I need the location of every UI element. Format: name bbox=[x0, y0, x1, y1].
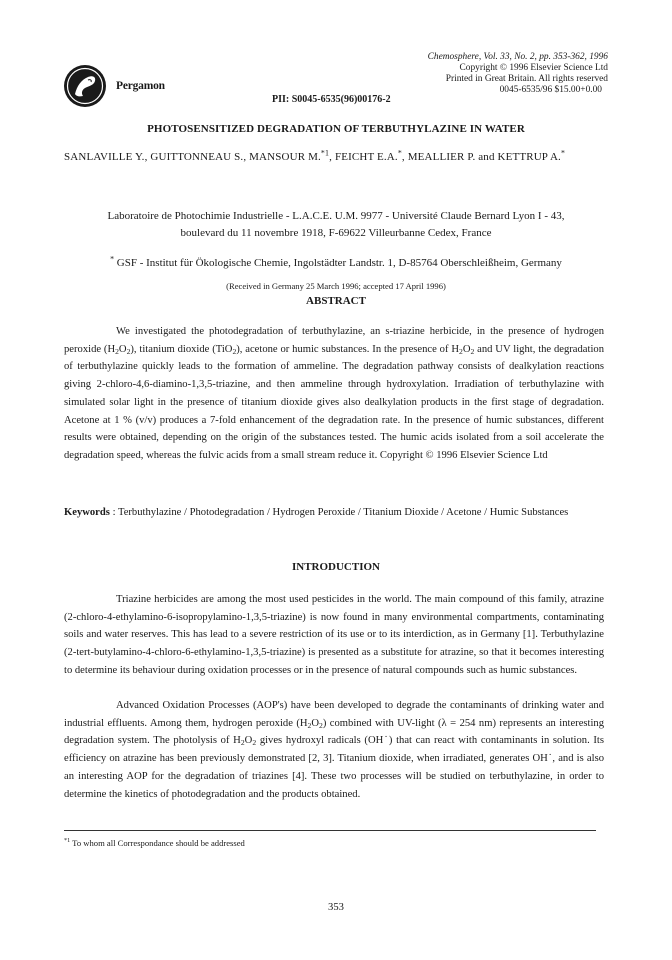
printed-line: Printed in Great Britain. All rights reserved bbox=[445, 74, 608, 84]
footnote-divider bbox=[64, 830, 596, 831]
author-list: SANLAVILLE Y., GUITTONNEAU S., MANSOUR M.$^{*1}$, FEICHT E.A.*, MEALLIER P. and KETTRUP A.* bbox=[64, 148, 566, 163]
issn-price: 0045-6535/96 $15.00+0.00 bbox=[499, 85, 602, 95]
copyright-line: Copyright © 1996 Elsevier Science Ltd bbox=[459, 63, 608, 73]
abstract-heading: ABSTRACT bbox=[306, 295, 366, 307]
pergamon-logo-icon bbox=[63, 64, 107, 108]
affiliation-line: Laboratoire de Photochimie Industrielle - L.A.C.E. U.M. 9977 - Université Claude Bernard Lyon I - 43, bbox=[107, 210, 565, 222]
intro-paragraph-2: Advanced Oxidation Processes (AOP's) have been developed to degrade the contaminants of drinking water and industrial effluents. Among them, hydrogen peroxide $(H_2O_2)$ combined with UV-light (λ = 254 nm) represents an interesting degradation system. The photolysis of $H_2O_2$ gives hydroxyl radicals (OH˙) that can react with contaminants in solution. Its efficiency on atrazine has been previously demonstrated [2, 3]. Titanium dioxide, when irradiated, generates OH˙, and is also an interesting AOP for the degradation of triazines [4]. These two processes will be studied on terbuthylazine, in order to determine the kinetics of photodegradation and the products obtained. bbox=[64, 700, 605, 800]
publisher-name: Pergamon bbox=[116, 80, 165, 92]
journal-citation: Chemosphere, Vol. 33, No. 2, pp. 353-362, 1996 bbox=[427, 52, 608, 62]
affiliation-primary bbox=[0, 208, 672, 242]
keywords-label: Keywords bbox=[64, 507, 110, 518]
intro-paragraph-1: Triazine herbicides are among the most used pesticides in the world. The main compound of this family, atrazine (2-chloro-4-ethylamino-6-isopropylamino-1,3,5-triazine) is now found in many environmental compartments, contaminating soils and water reserves. This has lead to a severe restriction of its use or to its interdiction, as in Germany [1]. Terbuthylazine (2-tert-butylamino-4-chloro-6-ethylamino-1,3,5-triazine) is presented as a substitute for atrazine, so that it becomes interesting to determine its behaviour during oxidation processes or in the presence of natural compounds such as humic substances. bbox=[64, 594, 604, 676]
paper-title: PHOTOSENSITIZED DEGRADATION OF TERBUTHYLAZINE IN WATER bbox=[147, 123, 525, 135]
page-number: 353 bbox=[328, 902, 344, 913]
keywords-block bbox=[64, 504, 604, 522]
received-dates: (Received in Germany 25 March 1996; accepted 17 April 1996) bbox=[226, 281, 446, 291]
journal-reference bbox=[348, 52, 608, 96]
abstract-text: We investigated the photodegradation of terbuthylazine, an s-triazine herbicide, in the presence of hydrogen peroxide $(H_2O_2)$, titanium dioxide (TiO$_2$), acetone or humic substances. In the presence of $H_2O_2$ and UV light, the degradation of terbuthylazine quickly leads to the formation of ammeline. The degradation pathway consists of dealkylation reactions giving 2-chloro-4,6-diamino-1,3,5-triazine, and then ammeline through hydroxylation. Irradiation of terbuthylazine with simulated solar light in the presence of titanium dioxide gives also dealkylation products in the first stage of degradation. Acetone at 1 % (v/v) produces a 7-fold enhancement of the degradation rate. In the presence of humic substances, different results were obtained, depending on the origin of the substances tested. The humic acids isolated from a soil accelerate the degradation speed, whereas the fulvic acids from a small stream reduce it. Copyright © 1996 Elsevier Science Ltd bbox=[64, 326, 604, 461]
keywords-list: : Terbuthylazine / Photodegradation / Hydrogen Peroxide / Titanium Dioxide / Acetone / Humic Substances bbox=[112, 507, 569, 518]
pii-code: PII: S0045-6535(96)00176-2 bbox=[272, 94, 391, 105]
section-heading-introduction: INTRODUCTION bbox=[291, 561, 380, 573]
footnote: $^{*1}$ To whom all Correspondance should be addressed bbox=[64, 837, 245, 848]
affiliation-line: boulevard du 11 novembre 1918, F-69622 Villeurbanne Cedex, France bbox=[180, 227, 492, 239]
affiliation-secondary: * GSF - Institut für Ökologische Chemie, Ingolstädter Landstr. 1, D-85764 Oberschleißheim, Germany bbox=[110, 254, 562, 269]
